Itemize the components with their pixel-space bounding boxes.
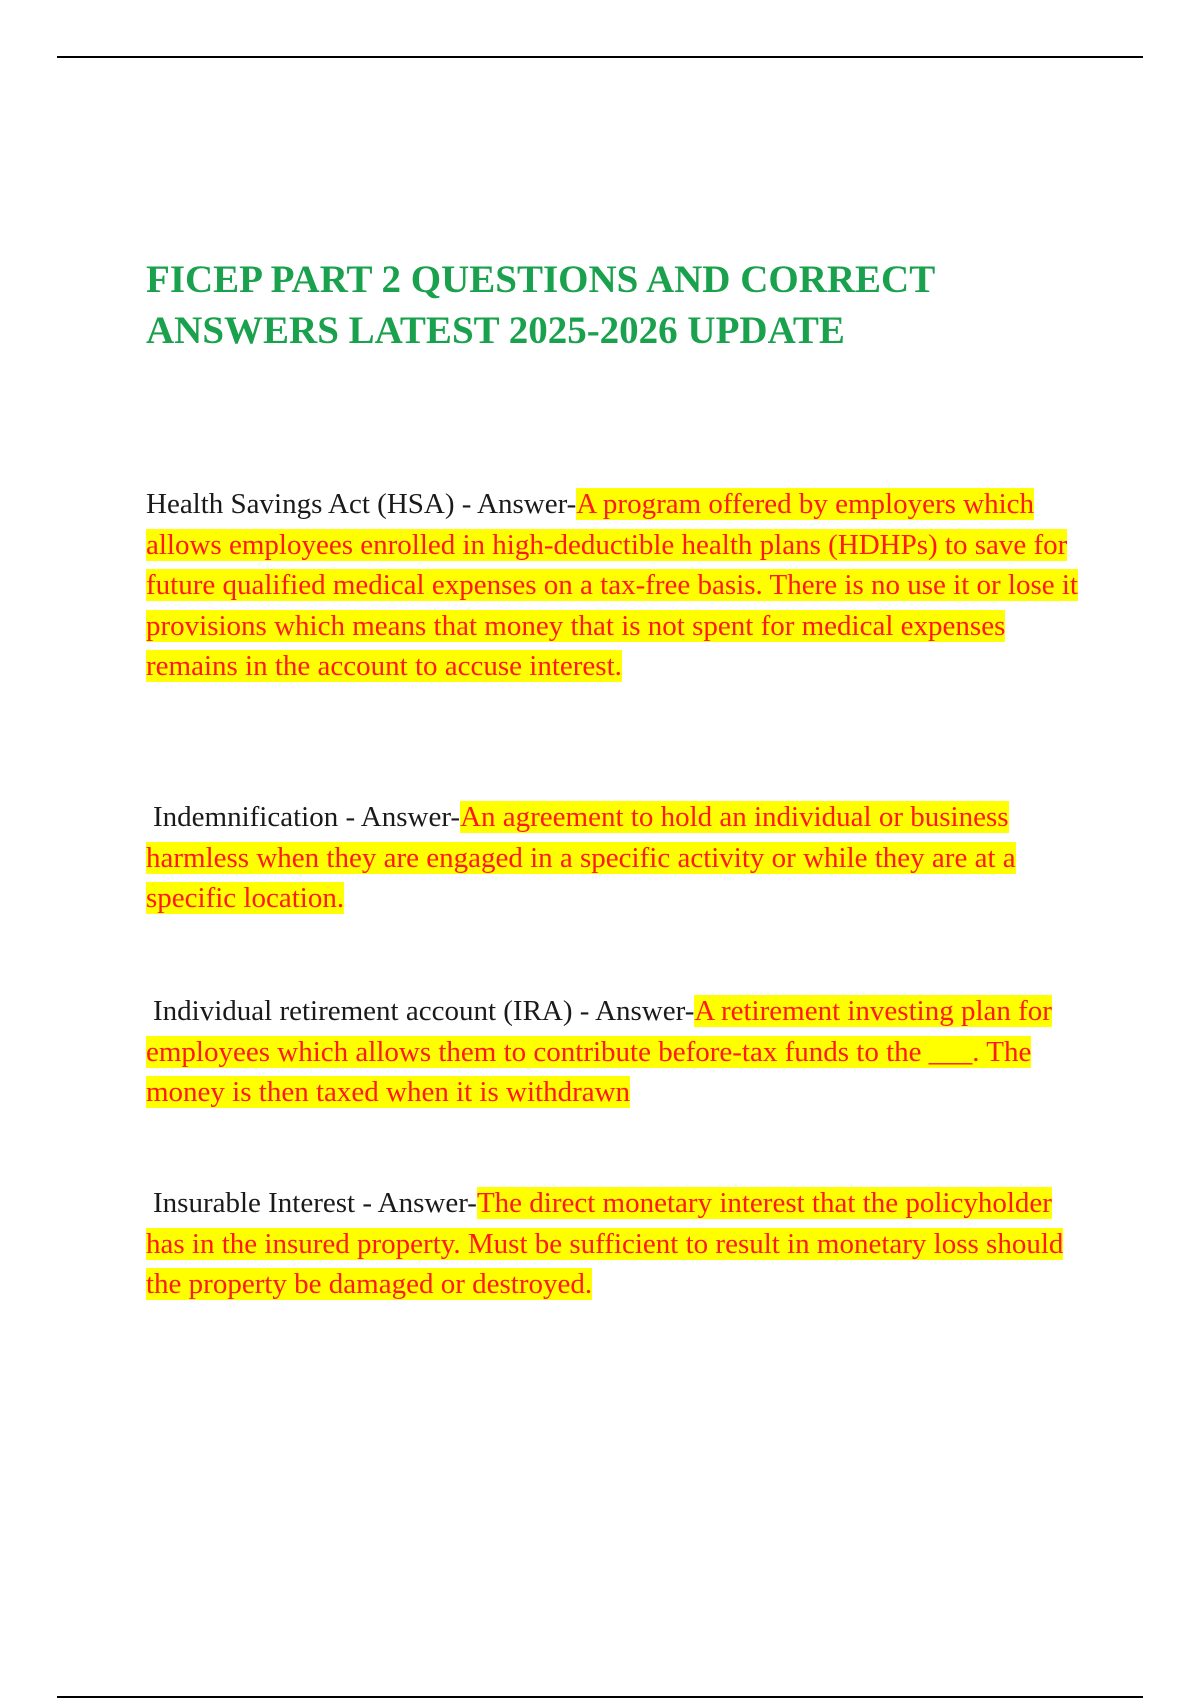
term-label: Individual retirement account (IRA) - Answer-: [153, 995, 695, 1027]
qa-item-ira: [146, 991, 1081, 1113]
highlighted-answer: A program offered by employers which allows employees enrolled in high-deductible health plans (HDHPs) to save for future qualified medical expenses on a tax-free basis. There is no use it or lose it provisions which means that money that is not spent for medical expenses remains in the account to accuse interest.: [146, 488, 1078, 682]
qa-item-insurable-interest: [146, 1183, 1081, 1305]
term-label: Insurable Interest - Answer-: [153, 1187, 477, 1219]
highlighted-answer: A retirement investing plan for employees which allows them to contribute before-tax funds to the ___. The money is then taxed when it is withdrawn: [146, 995, 1052, 1108]
bottom-rule: [57, 1696, 1143, 1698]
highlighted-answer: The direct monetary interest that the policyholder has in the insured property. Must be sufficient to result in monetary loss should the property be damaged or destroyed.: [146, 1187, 1064, 1300]
qa-item-indemnification: [146, 797, 1081, 919]
qa-item-hsa: [146, 484, 1081, 687]
document-title: FICEP PART 2 QUESTIONS AND CORRECT ANSWERS LATEST 2025-2026 UPDATE: [146, 258, 935, 352]
term-label: Health Savings Act (HSA) - Answer-: [146, 488, 577, 520]
top-rule: [57, 56, 1143, 58]
highlighted-answer: An agreement to hold an individual or business harmless when they are engaged in a specific activity or while they are at a specific location.: [146, 801, 1016, 914]
term-label: Indemnification - Answer-: [153, 801, 461, 833]
